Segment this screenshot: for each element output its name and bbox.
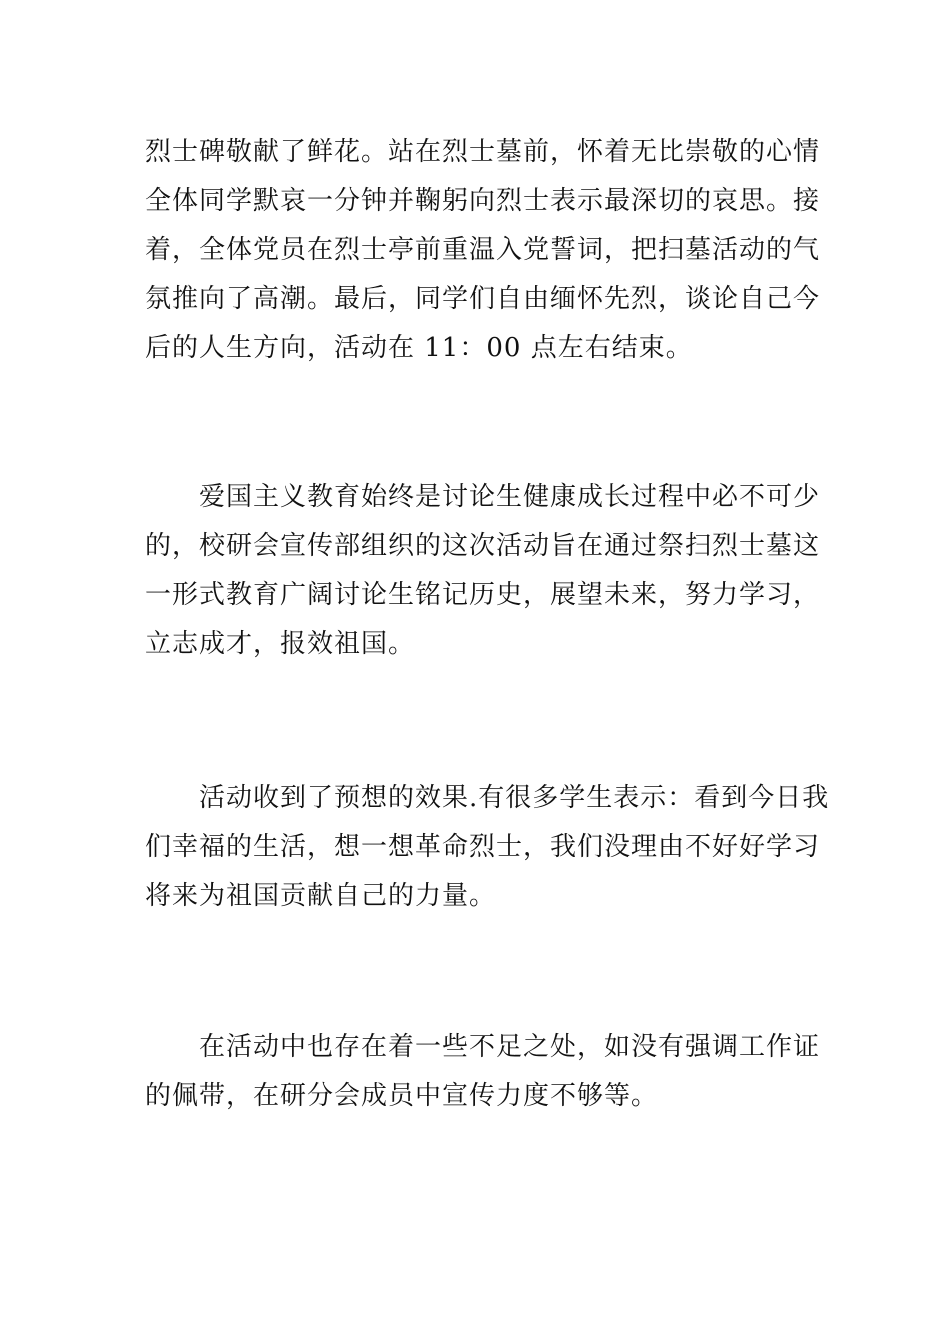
paragraph-line: 爱国主义教育始终是讨论生健康成长过程中必不可少 <box>199 482 821 512</box>
paragraph-line: 们幸福的生活，想一想革命烈士，我们没理由不好好学习 <box>145 832 821 862</box>
paragraph-1 <box>145 128 821 373</box>
paragraph-2 <box>145 473 821 669</box>
paragraph-line: 的，校研会宣传部组织的这次活动旨在通过祭扫烈士墓这 <box>145 531 821 561</box>
paragraph-line: 烈士碑敬献了鲜花。站在烈士墓前，怀着无比崇敬的心情 <box>145 137 821 167</box>
paragraph-line: 一形式教育广阔讨论生铭记历史，展望未来，努力学习， <box>145 580 821 610</box>
paragraph-line: 立志成才，报效祖国。 <box>145 629 416 659</box>
paragraph-line: 的佩带，在研分会成员中宣传力度不够等。 <box>145 1081 659 1111</box>
paragraph-line: 活动收到了预想的效果.有很多学生表示：看到今日我 <box>199 783 830 813</box>
paragraph-4 <box>145 1023 821 1121</box>
paragraph-line: 着，全体党员在烈士亭前重温入党誓词，把扫墓活动的气 <box>145 235 821 265</box>
paragraph-line: 氛推向了高潮。最后，同学们自由缅怀先烈，谈论自己今 <box>145 284 821 314</box>
paragraph-line: 在活动中也存在着一些不足之处，如没有强调工作证 <box>199 1032 821 1062</box>
paragraph-line: 将来为祖国贡献自己的力量。 <box>145 881 497 911</box>
paragraph-line: 后的人生方向，活动在 11：00 点左右结束。 <box>145 333 693 363</box>
paragraph-3 <box>145 774 830 921</box>
paragraph-line: 全体同学默哀一分钟并鞠躬向烈士表示最深切的哀思。接 <box>145 186 821 216</box>
